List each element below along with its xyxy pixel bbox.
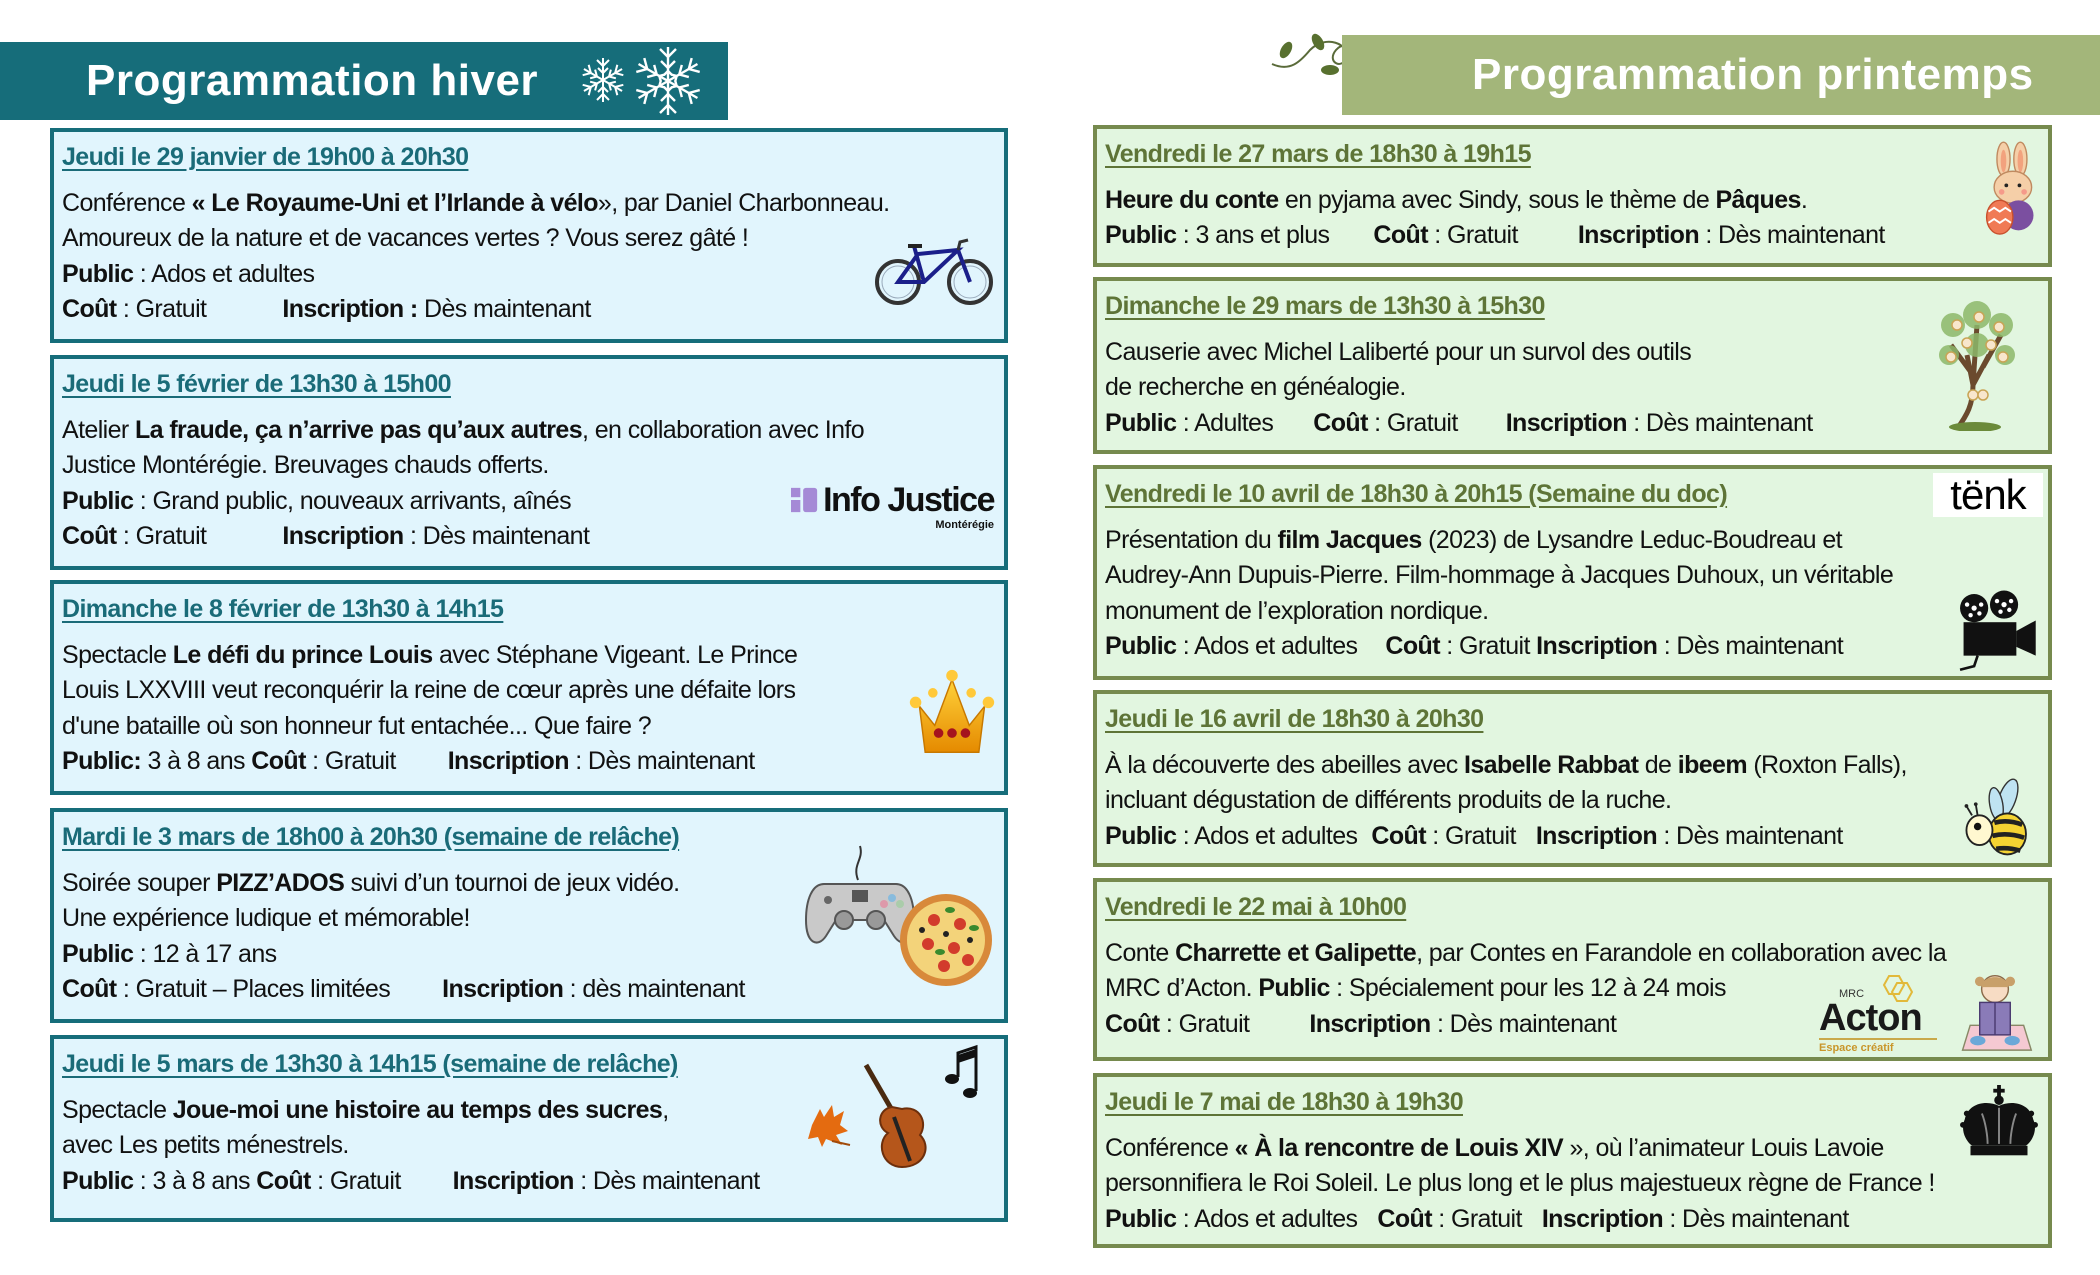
event-card	[1093, 465, 2052, 680]
event-title: film Jacques	[1277, 525, 1422, 554]
event-card	[1093, 277, 2052, 454]
event-card	[1093, 878, 2052, 1061]
event-description-line: Justice Montérégie. Breuvages chauds offerts.	[62, 451, 549, 479]
event-date: Jeudi le 5 février de 13h30 à 15h00	[62, 370, 451, 398]
winter-title: Programmation hiver	[86, 56, 539, 105]
event-presenter: Isabelle Rabbat	[1464, 750, 1639, 779]
acton-label: Acton	[1819, 997, 1922, 1039]
event-description: Conférence « À la rencontre de Louis XIV », où l’animateur Louis Lavoie	[1105, 1133, 1884, 1162]
event-details: Public : Ados et adultes Coût : Gratuit Inscription : Dès maintenant	[1105, 1204, 1849, 1233]
event-details: Public : Ados et adultes Coût : Gratuit Inscription : Dès maintenant	[1105, 821, 1843, 850]
event-card	[50, 1035, 1008, 1222]
event-public: Public : Ados et adultes	[62, 259, 315, 288]
event-cost-registration: Coût : Gratuit Inscription : Dès maintenant	[1105, 1009, 1617, 1038]
espace-creatif-label: Espace créatif	[1819, 1042, 1894, 1054]
event-organization: ibeem	[1677, 750, 1747, 779]
event-details: Public: 3 à 8 ans Coût : Gratuit Inscription : Dès maintenant	[62, 747, 755, 775]
spring-title: Programmation printemps	[1472, 50, 2034, 99]
event-description-line: Louis LXXVIII veut reconquérir la reine de cœur après une défaite lors	[62, 676, 796, 704]
info-justice-logo-subtitle: Montérégie	[935, 519, 994, 531]
event-details: Public : Ados et adultes Coût : Gratuit Inscription : Dès maintenant	[1105, 632, 1844, 660]
event-description: Spectacle Joue-moi une histoire au temps des sucres,	[62, 1095, 669, 1124]
event-description: Conférence « Le Royaume-Uni et l’Irlande à vélo», par Daniel Charbonneau.	[62, 188, 890, 217]
event-title: Charrette et Galipette	[1175, 938, 1417, 967]
event-description-line: d'une bataille où son honneur fut entachée... Que faire ?	[62, 711, 652, 740]
event-description-line: Une expérience ludique et mémorable!	[62, 904, 470, 932]
event-title: Joue-moi une histoire au temps des sucres	[172, 1095, 663, 1124]
event-date: Jeudi le 29 janvier de 19h00 à 20h30	[62, 143, 469, 171]
event-description-public: MRC d’Acton. Public : Spécialement pour les 12 à 24 mois	[1105, 974, 1726, 1002]
snowflake-icon	[575, 52, 631, 108]
event-card	[50, 580, 1008, 795]
event-description-line: personnifiera le Roi Soleil. Le plus long et le plus majestueux règne de France !	[1105, 1169, 1935, 1197]
winter-header	[0, 42, 728, 120]
event-card	[50, 128, 1008, 343]
event-card	[50, 808, 1008, 1023]
event-title: La fraude, ça n’arrive pas qu’aux autres	[135, 415, 583, 444]
event-description-line: monument de l’exploration nordique.	[1105, 596, 1489, 625]
event-date: Jeudi le 7 mai de 18h30 à 19h30	[1105, 1088, 1463, 1116]
event-description: Présentation du film Jacques (2023) de Lysandre Leduc-Boudreau et	[1105, 525, 1842, 554]
event-description: Atelier La fraude, ça n’arrive pas qu’aux autres, en collaboration avec Info	[62, 415, 865, 444]
snowflake-icon	[630, 42, 706, 120]
event-description-line: de recherche en généalogie.	[1105, 373, 1406, 401]
mrc-label: MRC	[1839, 988, 1865, 1000]
event-description-line: Causerie avec Michel Laliberté pour un survol des outils	[1105, 337, 1692, 366]
info-justice-logo-text: Info Justice	[823, 481, 994, 519]
event-description-line: incluant dégustation de différents produits de la ruche.	[1105, 786, 1672, 814]
spring-header	[1342, 35, 2100, 115]
event-card	[50, 355, 1008, 570]
event-description-line: Amoureux de la nature et de vacances vertes ? Vous serez gâté !	[62, 224, 749, 252]
event-cost-registration: Coût : Gratuit – Places limitées Inscription : dès maintenant	[62, 975, 745, 1003]
event-description: À la découverte des abeilles avec Isabelle Rabbat de ibeem (Roxton Falls),	[1105, 750, 1907, 779]
event-date: Mardi le 3 mars de 18h00 à 20h30 (semaine de relâche)	[62, 823, 680, 851]
event-title: « À la rencontre de Louis XIV	[1234, 1133, 1564, 1162]
event-cost-registration: Coût : Gratuit Inscription : Dès maintenant	[62, 295, 591, 323]
event-description: Conte Charrette et Galipette, par Contes en Farandole en collaboration avec la	[1105, 938, 1947, 967]
event-description: Heure du conte en pyjama avec Sindy, sous le thème de Pâques.	[1105, 185, 1808, 214]
event-description: Soirée souper PIZZ’ADOS suivi d’un tournoi de jeux vidéo.	[62, 868, 680, 897]
event-description-line: avec Les petits ménestrels.	[62, 1131, 349, 1159]
event-date: Vendredi le 22 mai à 10h00	[1105, 893, 1407, 921]
event-title: Le défi du prince Louis	[172, 640, 433, 669]
event-public: Public : 12 à 17 ans	[62, 939, 277, 968]
event-details: Public : Adultes Coût : Gratuit Inscription : Dès maintenant	[1105, 408, 1813, 437]
event-card	[1093, 1073, 2052, 1248]
event-card	[1093, 690, 2052, 867]
event-public: Public : Grand public, nouveaux arrivants, aînés	[62, 486, 571, 515]
event-details: Public : 3 ans et plus Coût : Gratuit Inscription : Dès maintenant	[1105, 221, 1885, 249]
event-title: « Le Royaume-Uni et l’Irlande à vélo	[191, 188, 598, 217]
event-date: Dimanche le 29 mars de 13h30 à 15h30	[1105, 292, 1545, 320]
event-description-line: Audrey-Ann Dupuis-Pierre. Film-hommage à Jacques Duhoux, un véritable	[1105, 561, 1894, 589]
event-date: Vendredi le 27 mars de 18h30 à 19h15	[1105, 140, 1531, 168]
event-date: Vendredi le 10 avril de 18h30 à 20h15 (Semaine du doc)	[1105, 480, 1728, 508]
tenk-logo: tënk	[1933, 473, 2043, 517]
event-cost-registration: Coût : Gratuit Inscription : Dès maintenant	[62, 522, 590, 550]
event-card	[1093, 125, 2052, 267]
event-title: PIZZ’ADOS	[216, 868, 345, 897]
event-date: Jeudi le 16 avril de 18h30 à 20h30	[1105, 705, 1484, 733]
event-date: Dimanche le 8 février de 13h30 à 14h15	[62, 595, 504, 623]
event-description: Spectacle Le défi du prince Louis avec Stéphane Vigeant. Le Prince	[62, 640, 798, 669]
event-date: Jeudi le 5 mars de 13h30 à 14h15 (semaine de relâche)	[62, 1050, 678, 1078]
event-details: Public : 3 à 8 ans Coût : Gratuit Inscription : Dès maintenant	[62, 1166, 760, 1195]
music-notes-icon	[945, 1047, 977, 1098]
event-title: Heure du conte	[1105, 185, 1279, 214]
